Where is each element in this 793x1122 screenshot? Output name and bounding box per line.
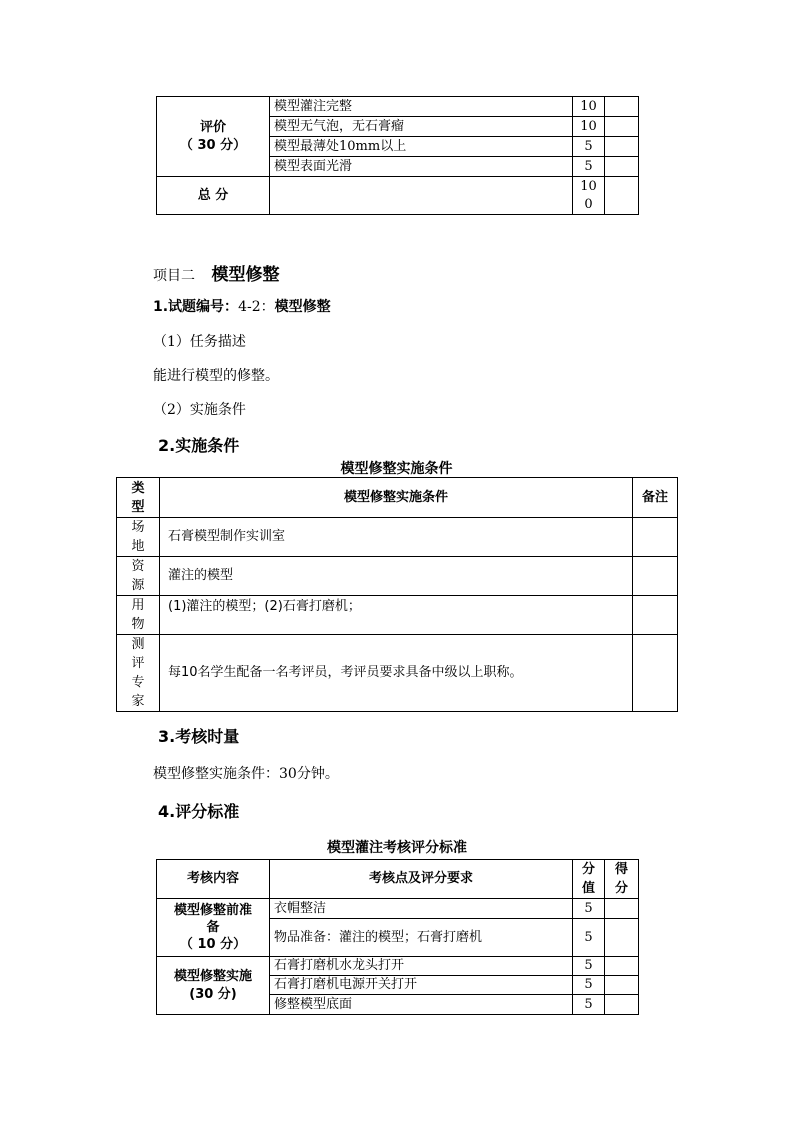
group1-line1: 模型修整前准 <box>173 903 252 918</box>
table-row-note <box>633 596 678 635</box>
header-note: 备注 <box>633 478 678 518</box>
table-row-got <box>605 919 639 957</box>
table-row-score: 5 <box>573 957 605 976</box>
header-got-1: 得 <box>614 862 628 877</box>
table-row-got <box>605 137 639 157</box>
type-char: 家 <box>131 694 145 709</box>
table-row-got <box>605 899 639 919</box>
total-score-line1: 10 <box>580 178 597 194</box>
table-row-got <box>605 157 639 177</box>
group2-line2: (30 分) <box>189 986 237 1002</box>
table-row-got <box>605 976 639 995</box>
table-row-item: 石膏打磨机电源开关打开 <box>270 976 573 995</box>
scoring-table <box>156 859 639 1015</box>
table-row-item: 衣帽整洁 <box>270 899 573 919</box>
type-char: 专 <box>131 675 145 690</box>
table-row-content: 石膏模型制作实训室 <box>160 518 633 557</box>
type-cell <box>117 557 160 596</box>
header-score <box>573 860 605 899</box>
total-score <box>573 177 605 215</box>
group1-line3: （ 10 分） <box>179 937 247 952</box>
type-char: 资 <box>131 559 145 574</box>
header-cond: 模型修整实施条件 <box>160 478 633 518</box>
group1-label <box>157 899 270 957</box>
total-label: 总 分 <box>157 177 270 215</box>
score-table-top <box>156 96 639 215</box>
table-row-got <box>605 97 639 117</box>
section1-title: 模型修整 <box>274 299 331 315</box>
type-cell <box>117 596 160 635</box>
table-row-item: 模型表面光滑 <box>270 157 573 177</box>
group2-label <box>157 957 270 1015</box>
project-heading-prefix: 项目二 <box>153 268 195 284</box>
section4-heading: 4.评分标准 <box>158 802 240 821</box>
table-row-item: 模型最薄处10mm以上 <box>270 137 573 157</box>
table-row-score: 5 <box>573 919 605 957</box>
table-row-score: 5 <box>573 976 605 995</box>
section1-prefix: 1.试题编号： <box>153 299 239 315</box>
table-row-score: 10 <box>573 97 605 117</box>
project-heading-title: 模型修整 <box>211 265 280 285</box>
total-score-line2: 0 <box>584 196 593 212</box>
eval-cell <box>157 97 270 177</box>
table-row-content: 灌注的模型 <box>160 557 633 596</box>
type-char: 测 <box>131 637 145 652</box>
table-row-note <box>633 635 678 712</box>
table-row-score: 5 <box>573 995 605 1015</box>
type-char: 地 <box>131 539 145 554</box>
total-items <box>270 177 573 215</box>
header-got <box>605 860 639 899</box>
header-type <box>117 478 160 518</box>
cond-label: （2）实施条件 <box>153 402 246 418</box>
table-row-content: 每10名学生配备一名考评员，考评员要求具备中级以上职称。 <box>160 635 633 712</box>
section1-code: 4-2： <box>238 299 275 315</box>
table-row-note <box>633 518 678 557</box>
type-char: 评 <box>131 656 145 671</box>
type-char: 场 <box>131 520 145 535</box>
eval-label: 评价 <box>199 119 226 135</box>
table-row-content: (1)灌注的模型；(2)石膏打磨机； <box>160 596 633 635</box>
header-got-2: 分 <box>614 881 628 896</box>
table-row-score: 5 <box>573 899 605 919</box>
table-row-got <box>605 995 639 1015</box>
table-row-got <box>605 957 639 976</box>
total-got <box>605 177 639 215</box>
group2-line1: 模型修整实施 <box>173 968 252 984</box>
table-row-item: 模型灌注完整 <box>270 97 573 117</box>
table-row-note <box>633 557 678 596</box>
header-type-2: 型 <box>131 499 145 515</box>
table-row-item: 石膏打磨机水龙头打开 <box>270 957 573 976</box>
table2-caption: 模型修整实施条件 <box>340 461 453 477</box>
header-score-2: 值 <box>581 881 595 896</box>
type-char: 物 <box>131 617 145 632</box>
task-label: （1）任务描述 <box>153 334 246 350</box>
header-content: 考核内容 <box>157 860 270 899</box>
table-row-score: 10 <box>573 117 605 137</box>
table-row-got <box>605 117 639 137</box>
eval-score: （ 30 分） <box>179 137 247 153</box>
type-char: 用 <box>131 598 145 613</box>
header-points: 考核点及评分要求 <box>270 860 573 899</box>
table-row-item: 修整模型底面 <box>270 995 573 1015</box>
table-row-score: 5 <box>573 157 605 177</box>
table-row-item: 模型无气泡，无石膏瘤 <box>270 117 573 137</box>
table-row-score: 5 <box>573 137 605 157</box>
table3-caption: 模型灌注考核评分标准 <box>327 840 467 856</box>
section1-heading <box>153 296 331 316</box>
table-row-item: 物品准备：灌注的模型；石膏打磨机 <box>270 919 573 957</box>
section2-heading: 2.实施条件 <box>158 436 240 455</box>
group1-line2: 备 <box>206 920 220 935</box>
task-text: 能进行模型的修整。 <box>153 368 279 384</box>
type-cell <box>117 518 160 557</box>
section3-heading: 3.考核时量 <box>158 727 240 746</box>
project-heading <box>153 260 279 285</box>
type-char: 源 <box>131 578 145 593</box>
type-cell <box>117 635 160 712</box>
time-text: 模型修整实施条件：30分钟。 <box>153 766 339 782</box>
conditions-table <box>116 477 678 712</box>
header-score-1: 分 <box>581 862 595 877</box>
header-type-1: 类 <box>131 480 145 496</box>
